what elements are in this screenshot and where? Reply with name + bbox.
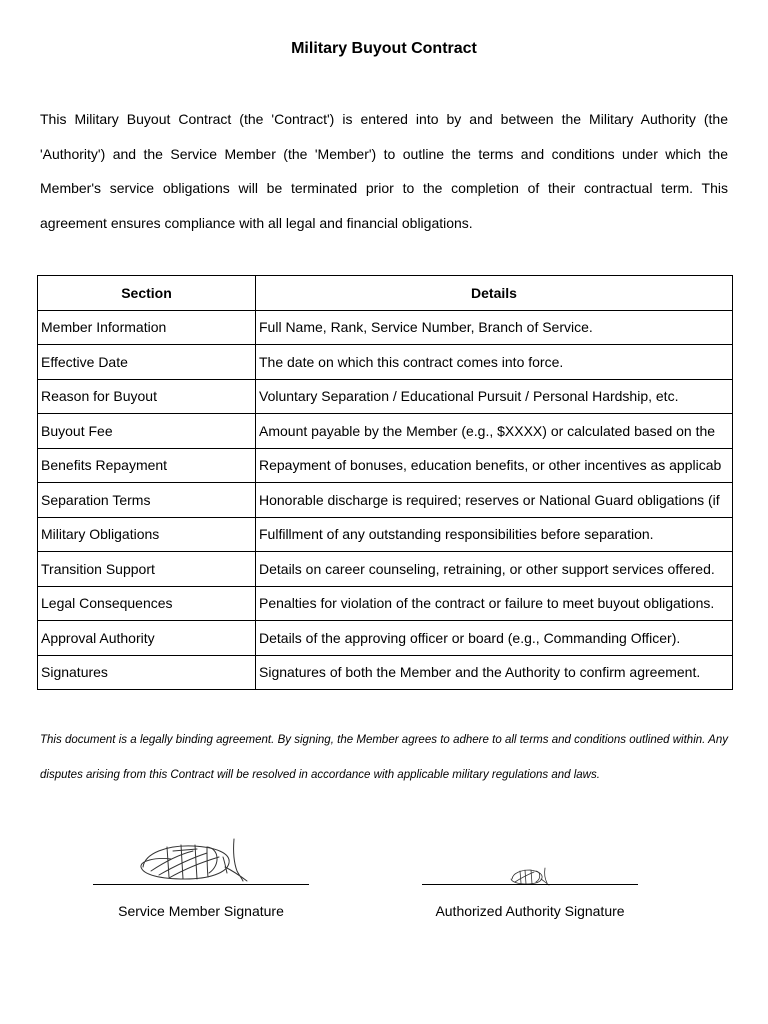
contract-table (37, 275, 733, 690)
row-details-cell: Signatures of both the Member and the Authority to confirm agreement. (256, 655, 733, 690)
table-row (38, 448, 733, 483)
table-row (38, 310, 733, 345)
header-details: Details (256, 276, 733, 311)
service-member-signature-block (91, 835, 311, 925)
table-row (38, 621, 733, 656)
authority-signature-block (420, 835, 640, 925)
row-section-cell: Military Obligations (38, 517, 256, 552)
intro-paragraph: This Military Buyout Contract (the 'Contract') is entered into by and between the Military Authority (the 'Authority') and the Service Member (the 'Member') to outline the terms and conditions under which the Member's service obligations will be terminated prior to the completion of their contractual term. This agreement ensures compliance with all legal and financial obligations. (40, 111, 728, 231)
row-section-cell: Legal Consequences (38, 586, 256, 621)
authority-signature-line (422, 884, 638, 885)
table-row (38, 552, 733, 587)
table-row (38, 414, 733, 449)
row-section-cell: Benefits Repayment (38, 448, 256, 483)
row-section-cell: Member Information (38, 310, 256, 345)
row-details-cell: Fulfillment of any outstanding responsibilities before separation. (256, 517, 733, 552)
row-details-cell: The date on which this contract comes into force. (256, 345, 733, 380)
row-section-cell: Approval Authority (38, 621, 256, 656)
document-title: Military Buyout Contract (291, 40, 477, 57)
row-section-cell: Reason for Buyout (38, 379, 256, 414)
table-header-row (38, 276, 733, 311)
table-row (38, 586, 733, 621)
contract-table-wrapper (37, 275, 768, 690)
row-details-cell: Details on career counseling, retraining, or other support services offered. (256, 552, 733, 587)
row-section-cell: Signatures (38, 655, 256, 690)
handwritten-signature-large (137, 837, 249, 887)
row-section-cell: Transition Support (38, 552, 256, 587)
row-details-cell: Repayment of bonuses, education benefits, or other incentives as applicab (256, 448, 733, 483)
authority-signature-label: Authorized Authority Signature (435, 903, 625, 919)
table-row (38, 345, 733, 380)
row-details-cell: Full Name, Rank, Service Number, Branch of Service. (256, 310, 733, 345)
table-row (38, 483, 733, 518)
table-row (38, 379, 733, 414)
legal-footer-note: This document is a legally binding agreement. By signing, the Member agrees to adhere to all terms and conditions outlined within. Any disputes arising from this Contract will be resolved in accordance with applicable military regulations and laws. (40, 734, 728, 781)
row-section-cell: Effective Date (38, 345, 256, 380)
service-member-signature-line (93, 884, 309, 885)
row-details-cell: Details of the approving officer or board (e.g., Commanding Officer). (256, 621, 733, 656)
row-details-cell: Voluntary Separation / Educational Pursuit / Personal Hardship, etc. (256, 379, 733, 414)
table-row (38, 655, 733, 690)
row-details-cell: Amount payable by the Member (e.g., $XXXX) or calculated based on the (256, 414, 733, 449)
row-section-cell: Separation Terms (38, 483, 256, 518)
header-section: Section (38, 276, 256, 311)
row-section-cell: Buyout Fee (38, 414, 256, 449)
row-details-cell: Penalties for violation of the contract or failure to meet buyout obligations. (256, 586, 733, 621)
service-member-signature-label: Service Member Signature (118, 903, 284, 919)
table-row (38, 517, 733, 552)
row-details-cell: Honorable discharge is required; reserves or National Guard obligations (if (256, 483, 733, 518)
